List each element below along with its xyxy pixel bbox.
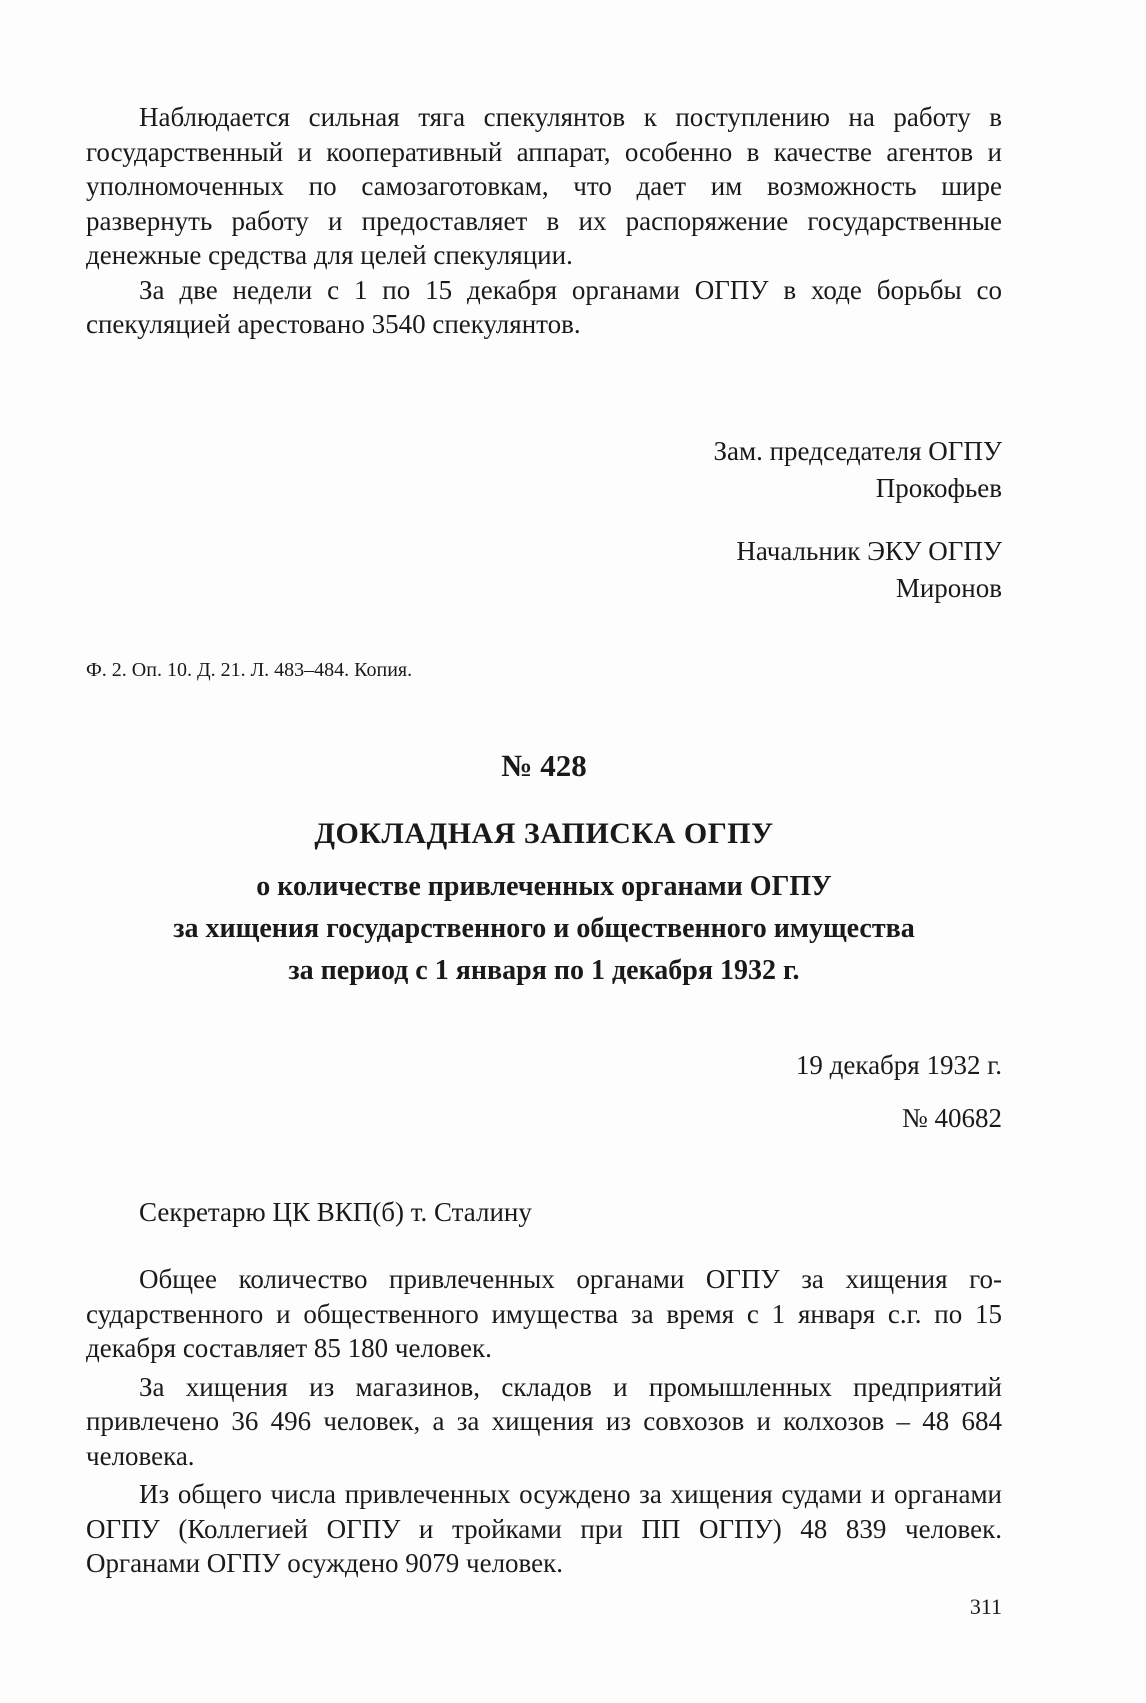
paragraph: Наблюдается сильная тяга спекулянтов к поступлению на работу в государственный и кооперативный аппарат, особенно в качестве агентов и уполномоченных по самозаготовкам, что дает им возможность шире развернуть работу и предоставляет в их распоряжение государственные денежные средства для целей спекуляции. (86, 102, 1002, 270)
previous-document-text (86, 100, 1002, 342)
signature-block (713, 433, 1002, 507)
paragraph: За хищения из магазинов, складов и промышленных предприятий привлечено 36 496 человек, а за хищения из совхозов и колхозов – 48 684 человека. (86, 1371, 1002, 1471)
registration-number: № 40682 (901, 1103, 1002, 1133)
paragraph: Из общего числа привлеченных осуждено за хищения судами и органами ОГПУ (Коллегией ОГПУ и тройками при ПП ОГПУ) 48 839 человек. Органами ОГПУ осуждено 9079 человек. (86, 1479, 1002, 1578)
document-subtitle (86, 866, 1002, 992)
signatory-title: Начальник ЭКУ ОГПУ (736, 536, 1002, 566)
subtitle-line: за период с 1 января по 1 декабря 1932 г. (288, 955, 800, 986)
signatory-title: Зам. председателя ОГПУ (713, 436, 1002, 466)
paragraph: За две недели с 1 по 15 декабря органами ОГПУ в ходе борьбы со спекуляцией арестовано 3540 спекулянтов. (86, 274, 1002, 339)
document-title: ДОКЛАДНАЯ ЗАПИСКА ОГПУ (314, 817, 774, 850)
archive-reference: Ф. 2. Оп. 10. Д. 21. Л. 483–484. Копия. (86, 659, 413, 681)
signature-block (736, 533, 1002, 607)
document-number: № 428 (501, 748, 587, 783)
page-number: 311 (969, 1594, 1002, 1619)
addressee: Секретарю ЦК ВКП(б) т. Сталину (139, 1197, 532, 1227)
subtitle-line: о количестве привлеченных органами ОГПУ (256, 871, 832, 902)
subtitle-line: за хищения государственного и общественного имущества (173, 913, 915, 944)
paragraph: Общее количество привлеченных органами ОГПУ за хищения государственного и общественного имущества за время с 1 января с.г. по 15 декабря составляет 85 180 человек. (86, 1264, 1002, 1363)
document-body (86, 1262, 1002, 1585)
signatory-name: Миронов (895, 573, 1002, 603)
document-date: 19 декабря 1932 г. (795, 1050, 1002, 1080)
signatory-name: Прокофьев (875, 473, 1002, 503)
